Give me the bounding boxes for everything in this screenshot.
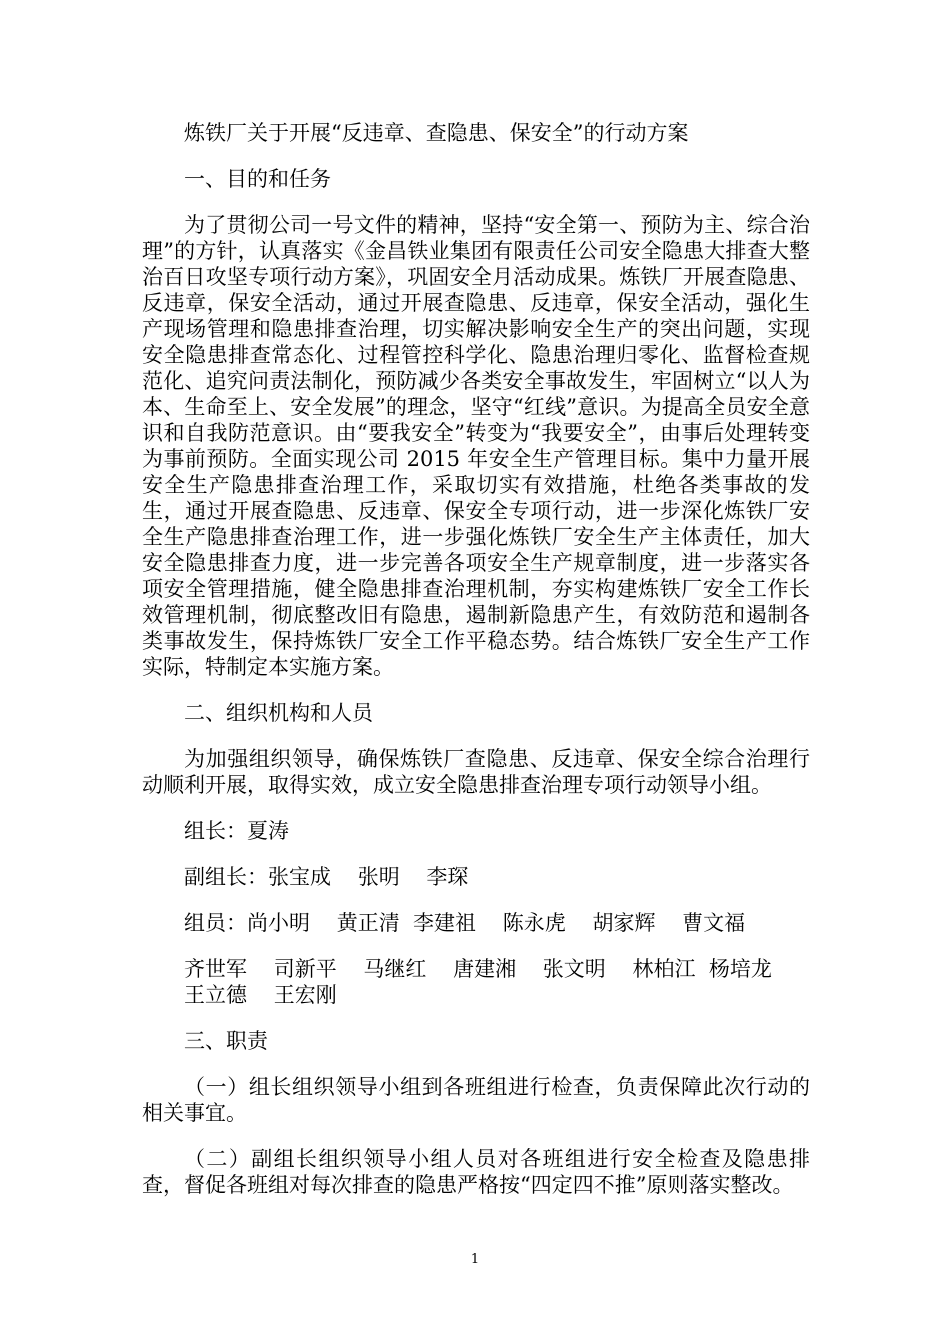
organization-paragraph: 为加强组织领导，确保炼铁厂查隐患、反违章、保安全综合治理行动顺利开展，取得实效，成立安全隐患排查治理专项行动领导小组。 (142, 747, 810, 797)
section-heading-purpose: 一、目的和任务 (184, 167, 331, 191)
document-title: 炼铁厂关于开展“反违章、查隐患、保安全”的行动方案 (184, 121, 689, 145)
purpose-paragraph: 为了贯彻公司一号文件的精神，坚持“安全第一、预防为主、综合治理”的方针，认真落实《金昌铁业集团有限责任公司安全隐患大排查大整治百日攻坚专项行动方案》，巩固安全月活动成果。炼铁厂开展查隐患、反违章，保安全活动，通过开展查隐患、反违章，保安全活动，强化生产现场管理和隐患排查治理，切实解决影响安全生产的突出问题，实现安全隐患排查常态化、过程管控科学化、隐患治理归零化、监督检查规范化、追究问责法制化，预防减少各类安全事故发生，牢固树立“以人为本、生命至上、安全发展”的理念，坚守“红线”意识。为提高全员安全意识和自我防范意识。由“要我安全”转变为“我要安全”，由事后处理转变为事前预防。全面实现公司 2015 年安全生产管理目标。集中力量开展安全生产隐患排查治理工作，采取切实有效措施，杜绝各类事故的发生，通过开展查隐患、反违章、保安全专项行动，进一步深化炼铁厂安全生产隐患排查治理工作，进一步强化炼铁厂安全生产主体责任，加大安全隐患排查力度，进一步完善各项安全生产规章制度，进一步落实各项安全管理措施，健全隐患排查治理机制，夯实构建炼铁厂安全工作长效管理机制，彻底整改旧有隐患，遏制新隐患产生，有效防范和遏制各类事故发生，保持炼铁厂安全工作平稳态势。结合炼铁厂安全生产工作实际，特制定本实施方案。 (142, 213, 810, 679)
document-body (142, 120, 810, 1218)
duty-item-1: （一）组长组织领导小组到各班组进行检查，负责保障此次行动的相关事宜。 (142, 1075, 810, 1125)
members-line: 组员：尚小明 黄正清 李建祖 陈永虎 胡家辉 曹文福 (184, 911, 746, 935)
duty-item-2: （二）副组长组织领导小组人员对各班组进行安全检查及隐患排查，督促各班组对每次排查的隐患严格按“四定四不推”原则落实整改。 (142, 1147, 810, 1197)
members-continued (184, 956, 810, 1008)
deputy-leader-line: 副组长：张宝成 张明 李琛 (184, 865, 469, 889)
members-row: 王立德 王宏刚 (184, 983, 337, 1007)
members-row: 齐世军 司新平 马继红 唐建湘 张文明 林柏江 杨培龙 (184, 957, 772, 981)
page-number: 1 (470, 1252, 480, 1267)
leader-line: 组长：夏涛 (184, 819, 289, 843)
section-heading-organization: 二、组织机构和人员 (184, 701, 373, 725)
section-heading-duties: 三、职责 (184, 1029, 268, 1053)
